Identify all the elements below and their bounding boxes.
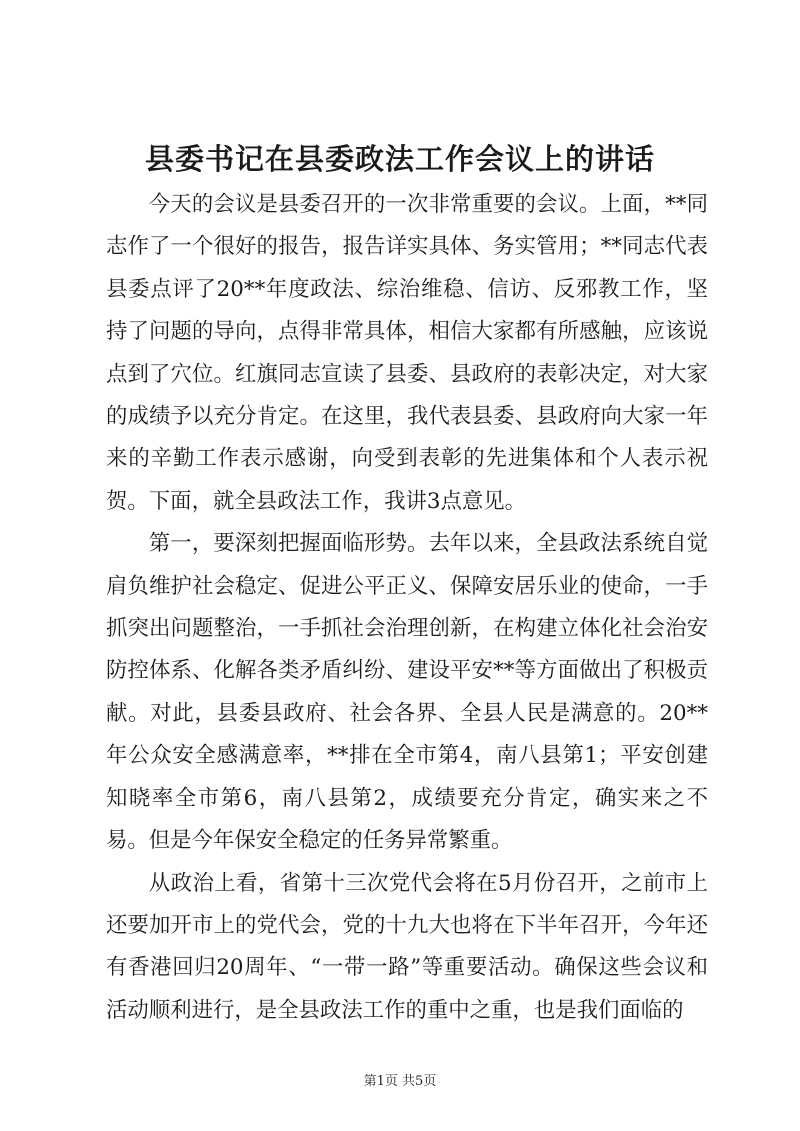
paragraph-1: 今天的会议是县委召开的一次非常重要的会议。上面，**同志作了一个很好的报告，报告详实具体、务实管用；**同志代表县委点评了20**年度政法、综治维稳、信访、反邪教工作，坚持了问题的导向，点得非常具体，相信大家都有所感触，应该说点到了穴位。红旗同志宣读了县委、县政府的表彰决定，对大家的成绩予以充分肯定。在这里，我代表县委、县政府向大家一年来的辛勤工作表示感谢，向受到表彰的先进集体和个人表示祝贺。下面，就全县政法工作，我讲3点意见。 bbox=[106, 192, 708, 514]
document-body bbox=[106, 184, 708, 1032]
document-title: 县委书记在县委政法工作会议上的讲话 bbox=[144, 142, 655, 176]
paragraph-2: 第一，要深刻把握面临形势。去年以来，全县政法系统自觉肩负维护社会稳定、促进公平正义、保障安居乐业的使命，一手抓突出问题整治，一手抓社会治理创新，在构建立体化社会治安防控体系、化解各类矛盾纠纷、建设平安**等方面做出了积极贡献。对此，县委县政府、社会各界、全县人民是满意的。20**年公众安全感满意率，**排在全市第4，南八县第1；平安创建知晓率全市第6，南八县第2，成绩要充分肯定，确实来之不易。但是今年保安全稳定的任务异常繁重。 bbox=[106, 531, 708, 854]
page-footer: 第1页 共5页 bbox=[363, 1074, 437, 1089]
paragraph-3: 从政治上看，省第十三次党代会将在5月份召开，之前市上还要加开市上的党代会，党的十九大也将在下半年召开，今年还有香港回归20周年、“一带一路”等重要活动。确保这些会议和活动顺利进行，是全县政法工作的重中之重，也是我们面临的 bbox=[106, 870, 708, 1023]
